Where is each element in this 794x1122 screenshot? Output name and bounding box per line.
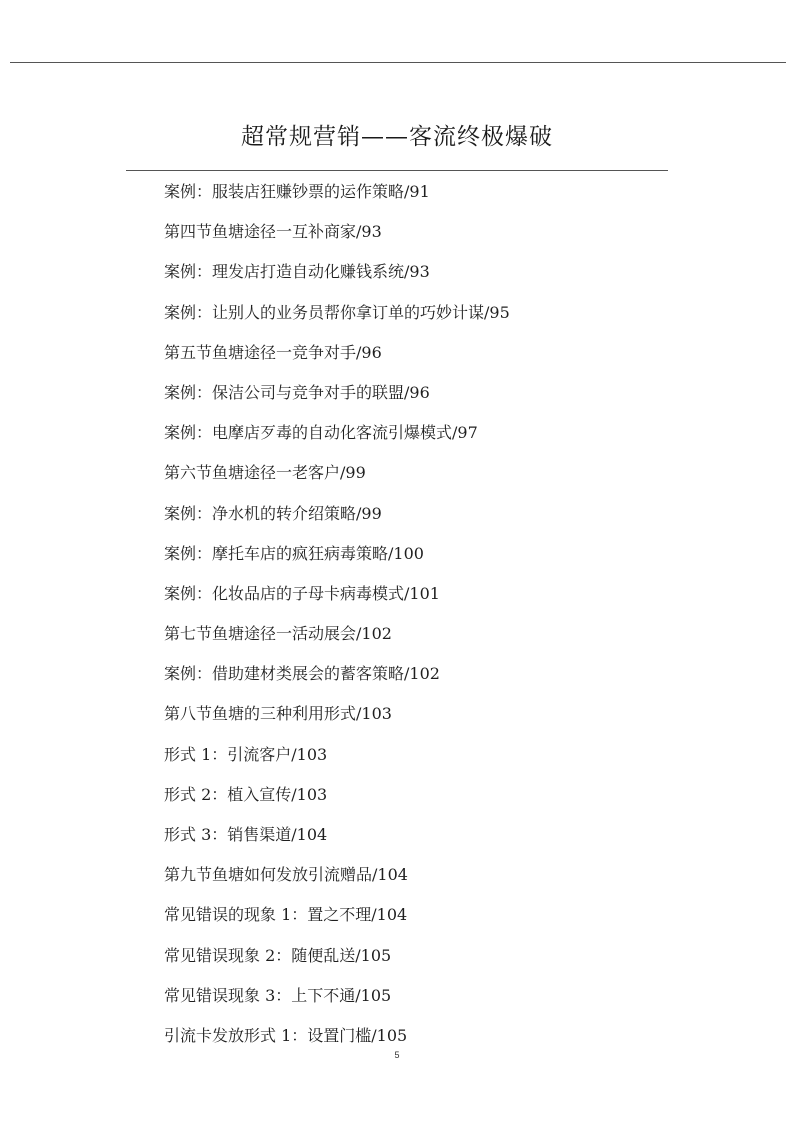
toc-entry: 案例：借助建材类展会的蓄客策略/102	[164, 664, 440, 684]
title-underline	[126, 170, 668, 171]
toc-entry: 第九节鱼塘如何发放引流赠品/104	[164, 865, 408, 885]
toc-entry: 第八节鱼塘的三种利用形式/103	[164, 704, 392, 724]
toc-entry: 常见错误的现象 1：置之不理/104	[164, 905, 408, 925]
toc-entry: 案例：摩托车店的疯狂病毒策略/100	[164, 543, 424, 563]
toc-entry: 形式 1：引流客户/103	[164, 744, 328, 764]
toc-entry: 案例：让别人的业务员帮你拿订单的巧妙计谋/95	[164, 302, 510, 322]
toc-entry: 引流卡发放形式 1：设置门槛/105	[164, 1025, 408, 1045]
toc-entry: 常见错误现象 3：上下不通/105	[164, 985, 392, 1005]
toc-entry: 案例：理发店打造自动化赚钱系统/93	[164, 262, 430, 282]
toc-entry: 案例：净水机的转介绍策略/99	[164, 503, 382, 523]
page-title: 超常规营销——客流终极爆破	[241, 124, 553, 150]
toc-entry: 案例：保洁公司与竞争对手的联盟/96	[164, 382, 430, 402]
header-rule	[10, 62, 786, 63]
table-of-contents	[164, 176, 510, 1060]
toc-entry: 第五节鱼塘途径一竞争对手/96	[164, 342, 382, 362]
toc-entry: 形式 3：销售渠道/104	[164, 825, 328, 844]
toc-entry: 第七节鱼塘途径一活动展会/102	[164, 624, 392, 644]
toc-entry: 案例：化妆品店的子母卡病毒模式/101	[164, 583, 440, 603]
toc-entry: 常见错误现象 2：随便乱送/105	[164, 945, 392, 965]
toc-entry: 案例：电摩店歹毒的自动化客流引爆模式/97	[164, 423, 478, 443]
toc-entry: 案例：服装店狂赚钞票的运作策略/91	[164, 182, 430, 201]
toc-entry: 第六节鱼塘途径一老客户/99	[164, 463, 366, 483]
page-number: 5	[394, 1050, 400, 1060]
toc-entry: 形式 2：植入宣传/103	[164, 784, 328, 804]
toc-entry: 第四节鱼塘途径一互补商家/93	[164, 222, 382, 242]
